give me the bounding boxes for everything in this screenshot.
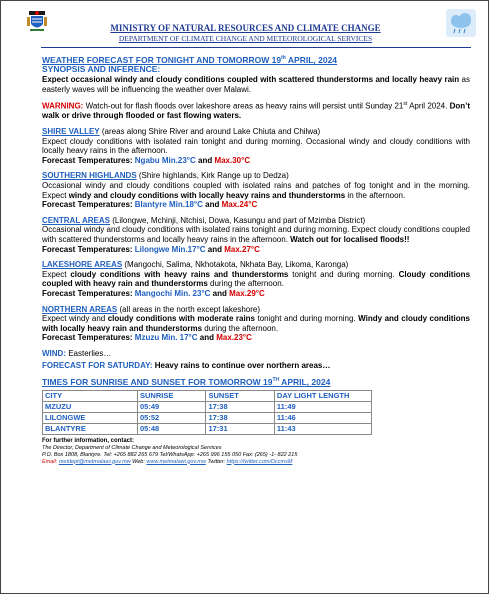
synopsis-paragraph <box>42 75 470 94</box>
table-cell: LILONGWE <box>43 412 138 423</box>
saturday-text: Heavy rains to continue over northern areas… <box>152 360 331 370</box>
web-link[interactable]: www.metmalawi.gov.mw <box>146 458 206 465</box>
table-row <box>43 423 372 434</box>
temp-min: Mzuzu Min. 17°C <box>134 333 198 343</box>
table-cell: 11:49 <box>274 401 371 412</box>
regions-list <box>42 121 470 343</box>
region-text-part: Expect windy and <box>42 314 108 324</box>
temp-and: and <box>202 200 222 210</box>
region-text-part: cloudy conditions with heavy rains and thunderstorms <box>70 269 289 279</box>
wind-line <box>42 349 470 359</box>
table-cell: 17:31 <box>206 423 274 434</box>
department-title: DEPARTMENT OF CLIMATE CHANGE AND METEOROLOGICAL SERVICES <box>118 34 373 43</box>
region-text-part: tonight and during morning. <box>255 314 359 324</box>
region-name: NORTHERN AREAS <box>42 304 118 314</box>
synopsis-tail: as easterly waves will be influencing the weather over Malawi. <box>42 75 471 94</box>
table-cell: 05:49 <box>138 401 206 412</box>
warning-text2: April 2024. <box>407 101 450 111</box>
forecast-title-text: WEATHER FORECAST FOR TONIGHT AND TOMORROW 19 <box>42 54 282 65</box>
temp-max: Max.30°C <box>214 155 251 165</box>
region-temperatures <box>42 289 470 299</box>
table-cell: 11:43 <box>274 423 371 434</box>
times-title-sup: TH <box>272 377 280 384</box>
region-heading <box>42 216 470 226</box>
synopsis-heading: SYNOPSIS AND INFERENCE: <box>42 64 161 75</box>
region-areas: (Mangochi, Salima, Nkhotakota, Nkhata Bay, Likoma, Karonga) <box>122 260 349 270</box>
region-name: SHIRE VALLEY <box>42 127 100 137</box>
footer-heading: For further information, contact: <box>42 437 134 444</box>
table-header-cell: CITY <box>43 390 138 401</box>
region-text-part: Occasional windy and cloudy conditions coupled with isolated rains and patches of fog tonight and in the morning. Expect <box>42 181 470 200</box>
twitter-link[interactable]: https://twitter.com/DccmsM <box>226 458 293 465</box>
forecast-title-end: APRIL, 2024 <box>285 54 338 65</box>
ministry-title: MINISTRY OF NATURAL RESOURCES AND CLIMATE CHANGE <box>110 23 381 33</box>
warning-label: WARNING: <box>42 101 84 111</box>
temp-label: Forecast Temperatures: <box>42 200 135 210</box>
warning-sup: st <box>403 101 408 108</box>
region-name: SOUTHERN HIGHLANDS <box>42 171 137 181</box>
region-description <box>42 270 470 289</box>
temp-min: Mangochi Min. 23°C <box>134 288 211 298</box>
table-cell: MZUZU <box>43 401 138 412</box>
temp-min: Blantyre Min.18°C <box>134 200 203 210</box>
region-heading <box>42 127 470 137</box>
table-header-cell: SUNSET <box>206 390 274 401</box>
region-text-part: Occasional windy and cloudy conditions with isolated rains tonight and during morning. Expect cloudy conditions coupled with scattered thunderstorms and locally heavy rains in the afternoon. <box>42 225 470 244</box>
region-text-part: Expect <box>42 269 71 279</box>
region-name: LAKESHORE AREAS <box>42 260 123 270</box>
region-areas: (areas along Shire River and around Lake Chiuta and Chilwa) <box>99 127 321 137</box>
region-text-part: during the afternoon. <box>202 323 279 333</box>
region-areas: (all areas in the north except lakeshore) <box>117 304 261 314</box>
temp-label: Forecast Temperatures: <box>42 244 135 254</box>
region-heading <box>42 171 470 181</box>
temp-label: Forecast Temperatures: <box>42 288 135 298</box>
region-description <box>42 181 470 200</box>
table-header-cell: DAY LIGHT LENGTH <box>274 390 371 401</box>
region-text-part: tonight and during morning. <box>288 269 399 279</box>
wind-label: WIND: <box>42 348 66 358</box>
region-temperatures <box>42 333 470 343</box>
temp-max: Max.24°C <box>221 200 258 210</box>
forecast-content <box>42 54 470 466</box>
region-temperatures <box>42 245 470 255</box>
region-temperatures <box>42 156 470 166</box>
table-cell: 17:38 <box>206 401 274 412</box>
times-title-text: TIMES FOR SUNRISE AND SUNSET FOR TOMORROW 19 <box>42 376 273 387</box>
region-text-part: Watch out for localised floods!! <box>290 234 410 244</box>
email-link[interactable]: metdept@metmalawi.gov.mw <box>58 458 131 465</box>
table-cell: 05:48 <box>138 423 206 434</box>
region-text-part: in the afternoon. <box>345 190 406 200</box>
region-description <box>42 314 470 333</box>
table-row <box>43 412 372 423</box>
region-temperatures <box>42 200 470 210</box>
sun-times-table <box>42 390 372 435</box>
temp-and: and <box>195 155 215 165</box>
temp-min: Lilongwe Min.17°C <box>134 244 206 254</box>
table-cell: BLANTYRE <box>43 423 138 434</box>
temp-label: Forecast Temperatures: <box>42 333 135 343</box>
region-text-part: Windy and cloudy conditions with locally heavy rain and thunderstorms <box>42 314 470 333</box>
footer-links <box>42 459 470 466</box>
twitter-label: Twitter: <box>205 458 227 465</box>
temp-max: Max.23°C <box>216 333 252 343</box>
footer-line2: P.O. Box 1808, Blantyre. Tel: +265 882 265 679 Tel/WhatsApp: +265 996 155 050 Fax: (265) -1- 822 215 <box>42 451 298 458</box>
region-text-part: Expect cloudy conditions with isolated rain tonight and during morning. Occasional windy and cloudy conditions with locally heavy rains in the afternoon. <box>42 136 470 156</box>
email-label: Email: <box>42 458 59 465</box>
warning-bold: Don’t walk or drive through flooded or fast flowing waters. <box>42 101 471 121</box>
region-heading <box>42 305 470 315</box>
region-description <box>42 225 470 244</box>
region-areas: (Shire highlands, Kirk Range up to Dedza) <box>136 171 289 181</box>
synopsis-text: Expect occasional windy and cloudy conditions coupled with scattered thunderstorms and locally heavy rain <box>42 75 460 85</box>
temp-and: and <box>197 333 217 343</box>
table-cell: 17:38 <box>206 412 274 423</box>
temp-max: Max.27°C <box>224 244 260 254</box>
region-description <box>42 137 470 156</box>
region-areas: (Lilongwe, Mchinji, Ntchisi, Dowa, Kasungu and part of Mzimba District) <box>110 215 366 225</box>
region-heading <box>42 260 470 270</box>
table-header-row <box>43 390 372 401</box>
warning-text: Watch-out for flash floods over lakeshore areas as heavy rains will persist until Sunday 21 <box>83 101 404 111</box>
region-text-part: cloudy conditions with moderate rains <box>107 314 256 324</box>
table-cell: 11:46 <box>274 412 371 423</box>
table-cell: 05:52 <box>138 412 206 423</box>
temp-and: and <box>210 288 230 298</box>
table-header-cell: SUNRISE <box>138 390 206 401</box>
temp-min: Ngabu Min.23°C <box>134 155 196 165</box>
table-row <box>43 401 372 412</box>
temp-label: Forecast Temperatures: <box>42 155 135 165</box>
wind-text: Easterlies… <box>66 348 112 358</box>
saturday-line <box>42 361 470 371</box>
header-divider <box>41 47 471 48</box>
times-title <box>42 376 470 387</box>
footer-line1: The Director, Department of Climate Change and Meteorological Services <box>42 444 222 451</box>
web-label: Web: <box>130 458 147 465</box>
saturday-label: FORECAST FOR SATURDAY: <box>42 360 153 370</box>
temp-and: and <box>205 244 225 254</box>
warning-paragraph <box>42 100 470 121</box>
temp-max: Max.29°C <box>229 288 265 298</box>
forecast-title-sup: th <box>281 55 286 61</box>
region-text-part: windy and cloudy conditions with locally heavy rains and thunderstorms <box>68 190 346 200</box>
region-text-part: during the afternoon. <box>207 279 284 289</box>
region-text-part: Cloudy conditions coupled with heavy rain and thunderstorms <box>42 269 471 289</box>
contact-footer <box>42 438 470 466</box>
times-title-end: APRIL, 2024 <box>279 376 331 387</box>
region-name: CENTRAL AREAS <box>42 215 111 225</box>
